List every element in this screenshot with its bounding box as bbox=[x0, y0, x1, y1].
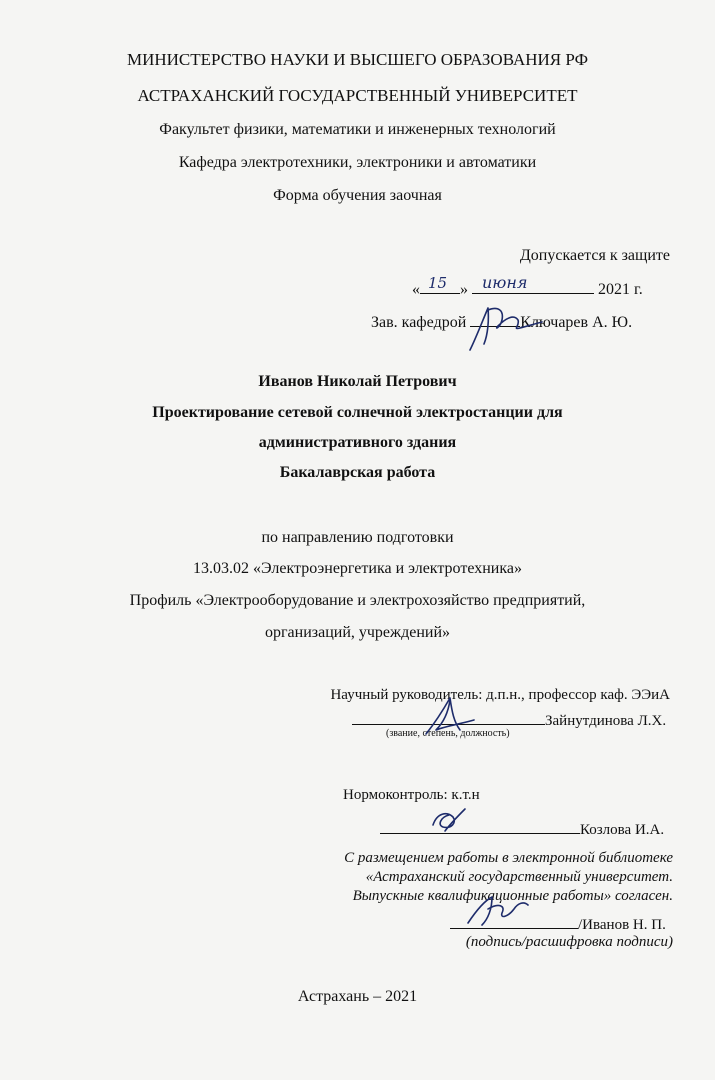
supervisor-signature-icon bbox=[420, 690, 480, 740]
university-heading: АСТРАХАНСКИЙ ГОСУДАРСТВЕННЫЙ УНИВЕРСИТЕТ bbox=[137, 86, 578, 105]
ministry-heading: МИНИСТЕРСТВО НАУКИ И ВЫСШЕГО ОБРАЗОВАНИЯ РФ bbox=[126, 50, 588, 69]
direction-label: по направлению подготовки bbox=[261, 529, 454, 546]
normcontrol-name: Козлова И.А. bbox=[580, 822, 665, 838]
consent-signer: /Иванов Н. П. bbox=[578, 917, 666, 933]
normcontrol-label: Нормоконтроль: к.т.н bbox=[343, 787, 480, 803]
head-name: Ключарев А. Ю. bbox=[520, 314, 633, 331]
date-mid-quote: » bbox=[460, 281, 468, 298]
date-year: 2021 г. bbox=[598, 281, 643, 298]
thesis-title-line1: Проектирование сетевой солнечной электростанции для bbox=[152, 404, 563, 421]
date-day-field bbox=[420, 274, 460, 294]
author-name: Иванов Николай Петрович bbox=[258, 373, 457, 390]
consent-line2: «Астраханский государственный университет. bbox=[365, 869, 673, 885]
date-open-quote: « bbox=[412, 281, 420, 298]
consent-line3: Выпускные квалификационные работы» согласен. bbox=[352, 888, 673, 904]
study-form-line: Форма обучения заочная bbox=[273, 187, 442, 204]
faculty-line: Факультет физики, математики и инженерных технологий bbox=[159, 121, 556, 138]
profile-line2: организаций, учреждений» bbox=[264, 624, 451, 641]
admitted-line: Допускается к защите bbox=[519, 247, 670, 264]
head-signature-icon bbox=[458, 300, 553, 355]
consent-line1: С размещением работы в электронной библиотеке bbox=[344, 850, 673, 866]
supervisor-name: Зайнутдинова Л.Х. bbox=[545, 713, 667, 729]
normcontrol-signature-icon bbox=[425, 805, 475, 835]
consent-hint: (подпись/расшифровка подписи) bbox=[465, 934, 673, 950]
head-label: Зав. кафедрой bbox=[371, 314, 467, 331]
supervisor-label: Научный руководитель: д.п.н., профессор каф. ЭЭиА bbox=[330, 687, 670, 703]
supervisor-hint: (звание, степень, должность) bbox=[386, 728, 510, 739]
consent-signature-icon bbox=[462, 893, 534, 931]
approval-date bbox=[412, 273, 643, 300]
thesis-title-line2: административного здания bbox=[258, 434, 457, 451]
date-month-field bbox=[472, 273, 594, 294]
profile-line1: Профиль «Электрооборудование и электрохозяйство предприятий, bbox=[129, 592, 586, 609]
date-day: 15 bbox=[428, 274, 448, 292]
work-type: Бакалаврская работа bbox=[279, 464, 436, 481]
date-month: июня bbox=[482, 273, 528, 292]
city-year: Астрахань – 2021 bbox=[297, 988, 418, 1005]
direction-value: 13.03.02 «Электроэнергетика и электротехника» bbox=[193, 560, 522, 577]
department-line: Кафедра электротехники, электроники и автоматики bbox=[178, 154, 537, 171]
normcontrol-signature-blank bbox=[380, 817, 580, 834]
normcontrol-line bbox=[380, 817, 664, 840]
